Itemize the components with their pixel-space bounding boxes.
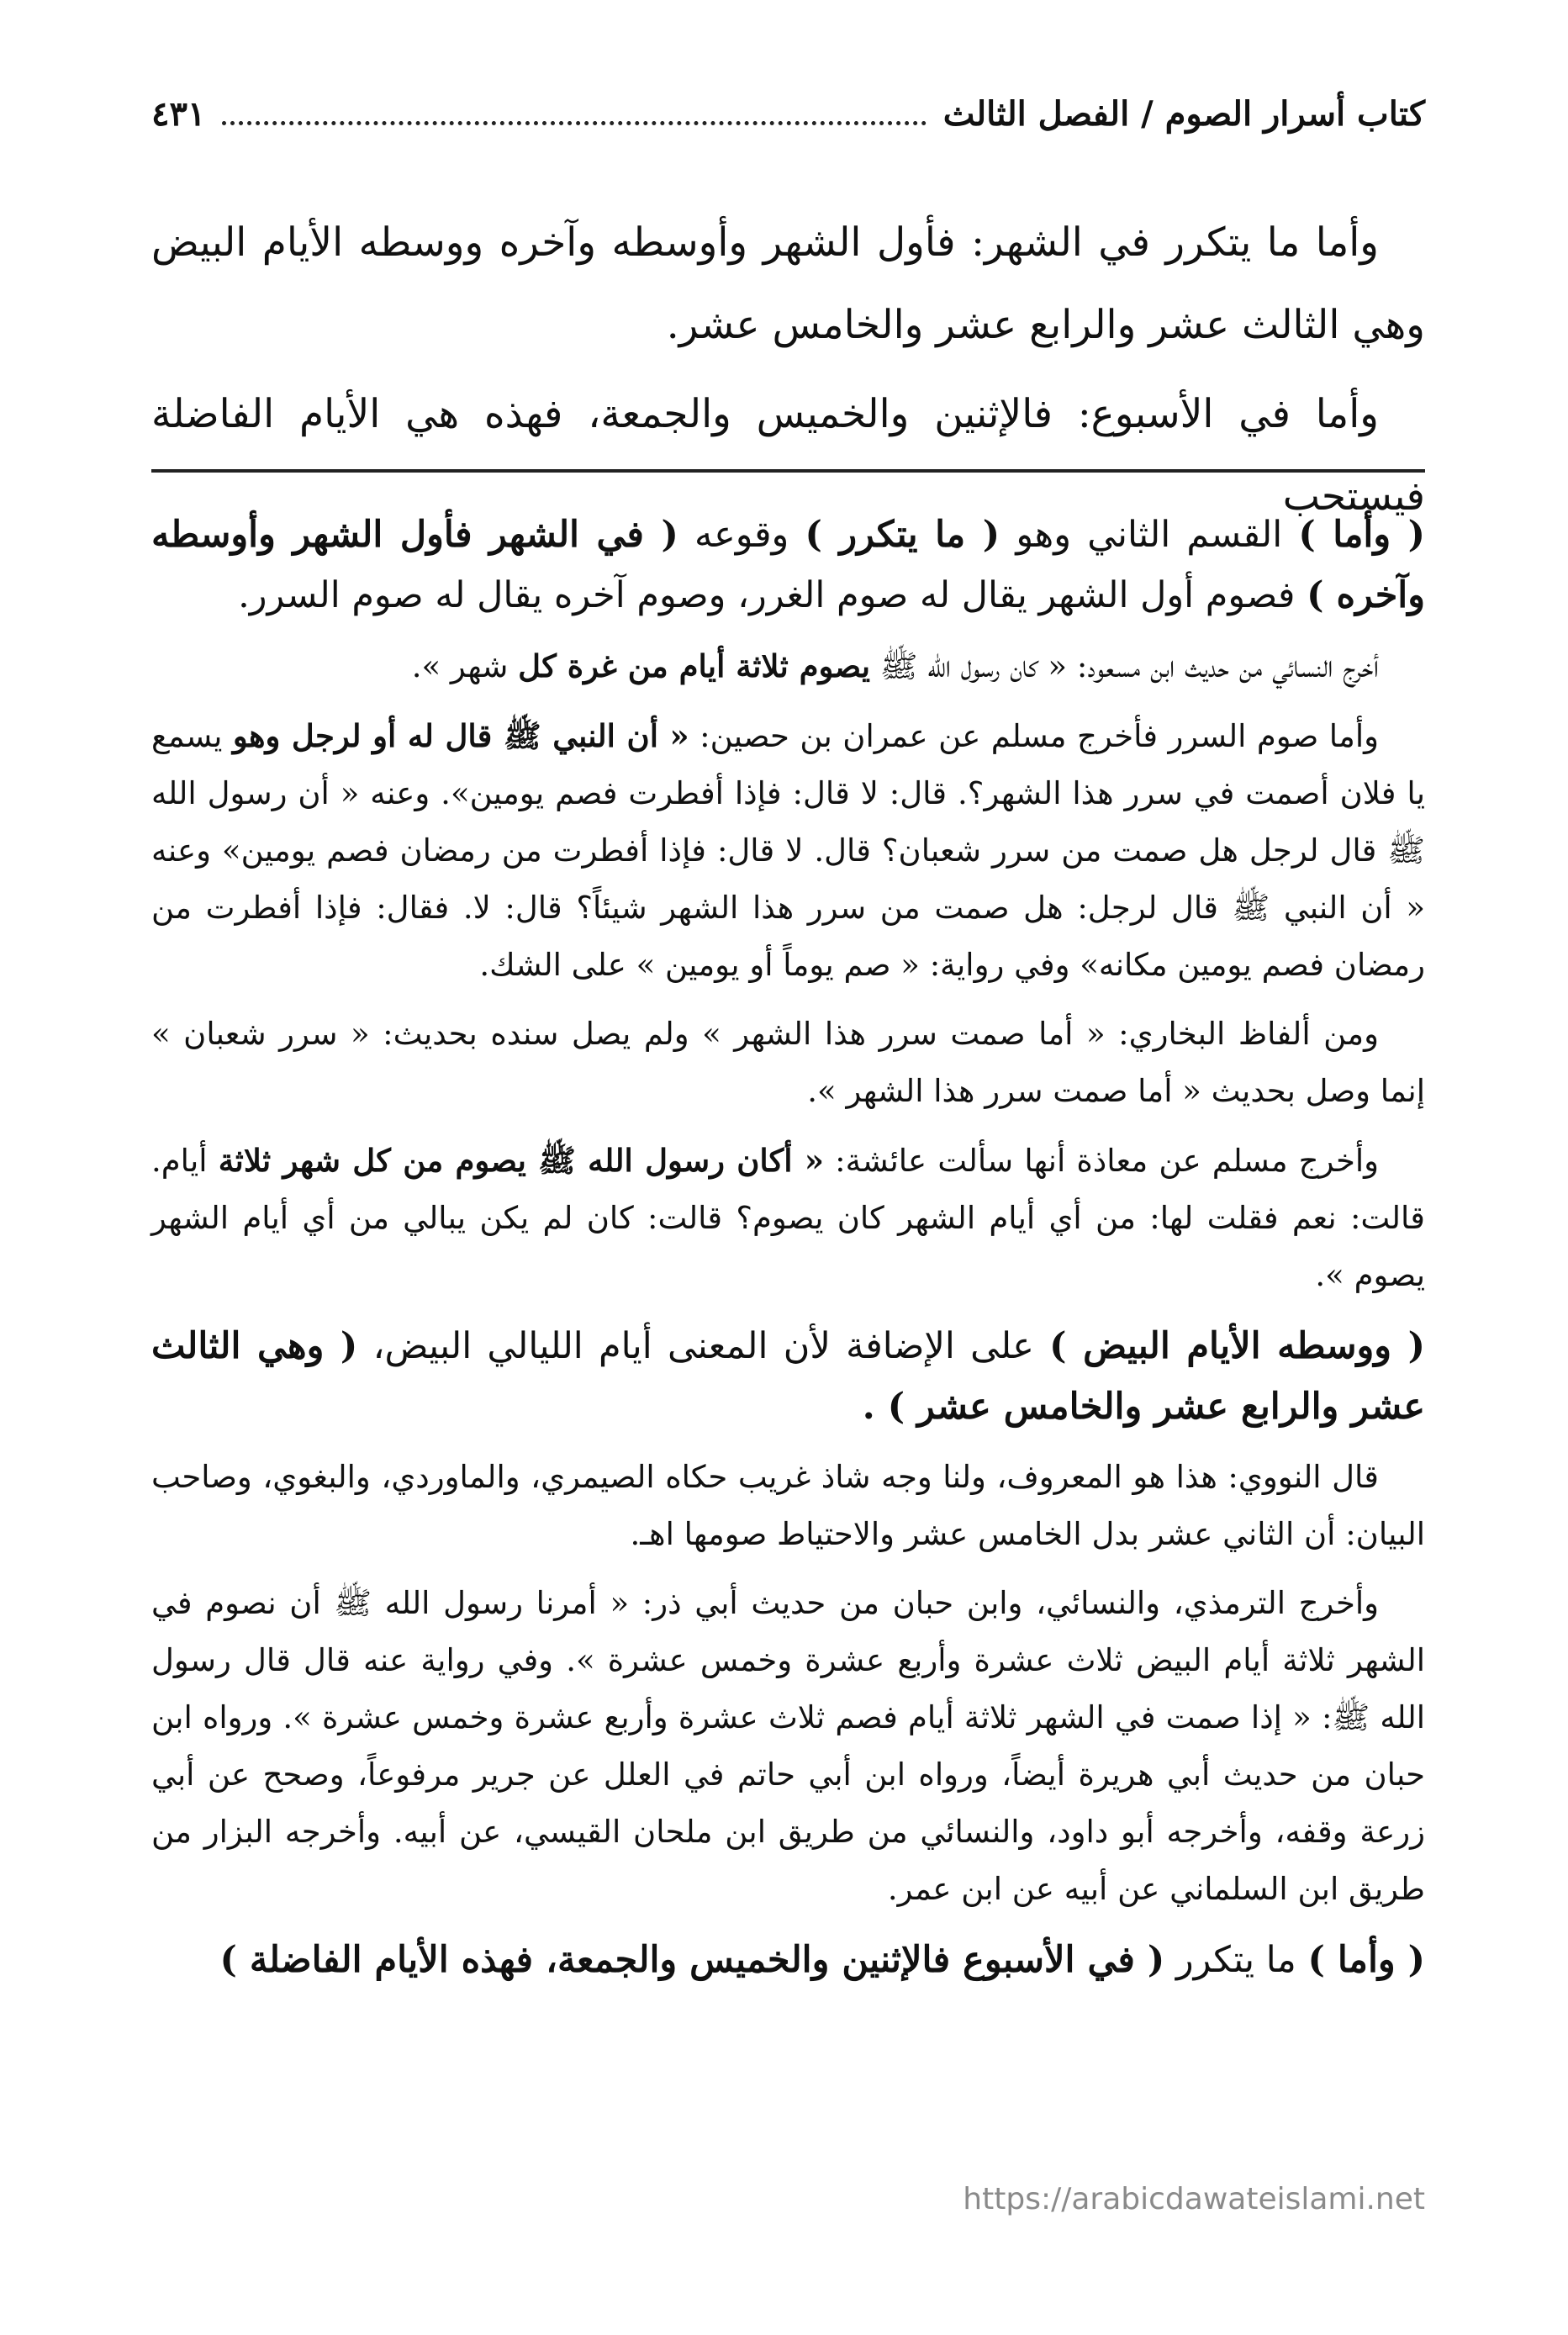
commentary-paragraph: ( ووسطه الأيام البيض ) على الإضافة لأن المعنى أيام الليالي البيض، ( وهي الثالث عشر والرابع عشر والخامس عشر ) . xyxy=(151,1325,1425,1428)
commentary-paragraph: أخرج النسائي من حديث ابن مسعود: « كان رسول الله ﷺ يصوم ثلاثة أيام من غرة كل شهر ». xyxy=(411,647,1379,684)
quoted-matn: ( ووسطه الأيام البيض ) xyxy=(1049,1325,1425,1367)
commentary-paragraph: ( وأما ) القسم الثاني وهو ( ما يتكرر ) وقوعه ( في الشهر فأول الشهر وأوسطه وآخره ) فصوم أول الشهر يقال له صوم الغرر، وصوم آخره يقال له صوم السرر. xyxy=(151,514,1425,616)
quoted-matn: ( وهي الثالث عشر والرابع عشر والخامس عشر ) . xyxy=(151,1325,1425,1428)
quoted-matn: ( وأما ) xyxy=(1307,1939,1425,1981)
commentary-paragraph: وأخرج الترمذي، والنسائي، وابن حبان من حديث أبي ذر: « أمرنا رسول الله ﷺ أن نصوم في الشهر ثلاثة أيام البيض ثلاث عشرة وأربع عشرة وخمس عشرة ». وفي رواية عنه قال قال رسول الله ﷺ: « إذا صمت في الشهر ثلاثة أيام فصم ثلاث عشرة وأربع عشرة وخمس عشرة ». ورواه ابن حبان من حديث أبي هريرة أيضاً، ورواه ابن أبي حاتم في العلل عن جرير مرفوعاً، وصحح عن أبي زرعة وقفه، وأخرجه أبو داود، والنسائي من طريق ابن ملحان القيسي، عن أبيه. وأخرجه البزار من طريق ابن السلماني عن أبيه عن ابن عمر. xyxy=(151,1585,1425,1907)
hadith-text: « أن النبي ﷺ قال له أو لرجل وهو xyxy=(232,717,689,754)
page-number: ٤٣١ xyxy=(151,93,206,134)
commentary-paragraph: ( وأما ) ما يتكرر ( في الأسبوع فالإثنين والخميس والجمعة، فهذه الأيام الفاضلة ) xyxy=(219,1939,1425,1981)
commentary-paragraph: قال النووي: هذا هو المعروف، ولنا وجه شاذ غريب حكاه الصيمري، والماوردي، والبغوي، وصاحب البيان: أن الثاني عشر بدل الخامس عشر والاحتياط صومها اهـ. xyxy=(151,1459,1425,1552)
main-text xyxy=(151,202,1425,545)
header-leader-dots xyxy=(222,103,926,125)
footnote-divider xyxy=(151,469,1425,473)
running-header xyxy=(151,80,1425,147)
main-paragraph: وأما ما يتكرر في الشهر: فأول الشهر وأوسطه وآخره ووسطه الأيام البيض وهي الثالث عشر والرابع عشر والخامس عشر. xyxy=(151,219,1425,348)
header-title: كتاب أسرار الصوم / الفصل الثالث xyxy=(942,93,1425,134)
watermark-url: https://arabicdawateislami.net xyxy=(963,2182,1425,2216)
commentary-paragraph: وأما صوم السرر فأخرج مسلم عن عمران بن حصين: « أن النبي ﷺ قال له أو لرجل وهو يسمع يا فلان أصمت في سرر هذا الشهر؟. قال: لا قال: فإذا أفطرت فصم يومين». وعنه « أن رسول الله ﷺ قال لرجل هل صمت من سرر شعبان؟ قال. لا قال: فإذا أفطرت من رمضان فصم يومين» وعنه « أن النبي ﷺ قال لرجل: هل صمت من سرر هذا الشهر شيئاً؟ قال: لا. فقال: فإذا أفطرت من رمضان فصم يومين مكانه» وفي رواية: « صم يوماً أو يومين » على الشك. xyxy=(151,717,1425,983)
commentary-paragraph: ومن ألفاظ البخاري: « أما صمت سرر هذا الشهر » ولم يصل سنده بحديث: « سرر شعبان » إنما وصل بحديث « أما صمت سرر هذا الشهر ». xyxy=(151,1016,1425,1109)
commentary-paragraph: وأخرج مسلم عن معاذة أنها سألت عائشة: « أكان رسول الله ﷺ يصوم من كل شهر ثلاثة أيام. قالت: نعم فقلت لها: من أي أيام الشهر كان يصوم؟ قالت: كان لم يكن يبالي من أي أيام الشهر يصوم ». xyxy=(151,1142,1425,1293)
book-page xyxy=(151,0,1425,2335)
quoted-matn: ( في الشهر فأول الشهر وأوسطه وآخره ) xyxy=(151,514,1425,616)
hadith-text: « أكان رسول الله ﷺ يصوم من كل شهر ثلاثة xyxy=(218,1142,824,1179)
hadith-text: يصوم ثلاثة أيام من غرة كل xyxy=(518,647,871,684)
quoted-matn: ( ما يتكرر ) xyxy=(805,514,1000,556)
quoted-matn: ( في الأسبوع فالإثنين والخميس والجمعة، فهذه الأيام الفاضلة ) xyxy=(219,1939,1165,1981)
quoted-matn: ( وأما ) xyxy=(1298,514,1425,556)
commentary xyxy=(151,505,1425,2002)
main-paragraph: وأما في الأسبوع: فالإثنين والخميس والجمعة، فهذه هي الأيام الفاضلة فيستحب xyxy=(151,391,1425,520)
